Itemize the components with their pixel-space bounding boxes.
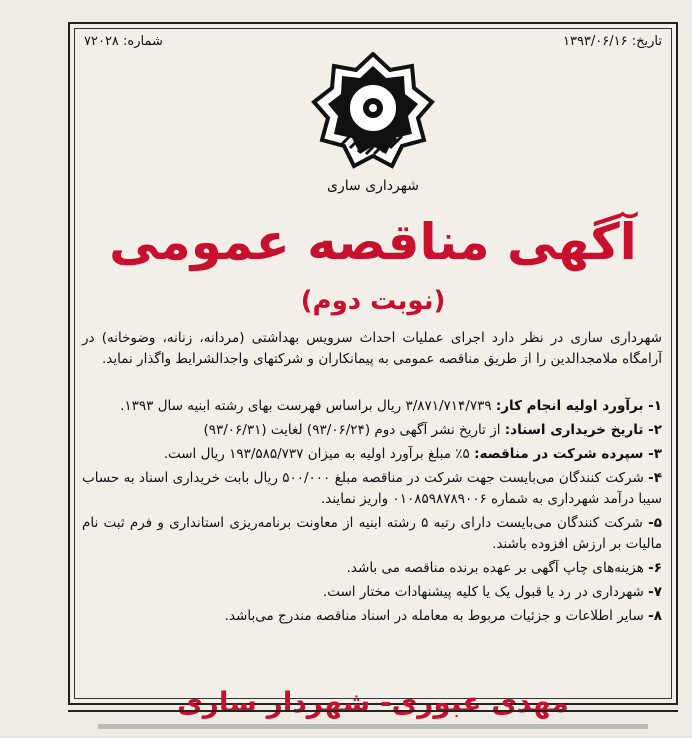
municipality-logo <box>308 52 438 202</box>
logo-emblem-icon <box>308 52 438 178</box>
notice-item <box>82 558 662 579</box>
item-text: ۵٪ مبلغ برآورد اولیه به میزان ۱۹۳/۵۸۵/۷۳۷ ریال است. <box>163 446 475 462</box>
notice-item <box>82 468 662 510</box>
notice-item <box>82 420 662 441</box>
notice-title: آگهی مناقصه عمومی <box>109 213 637 271</box>
item-text: شرکت کنندگان می‌بایست جهت شرکت در مناقصه مبلغ ۵۰۰/۰۰۰ ریال بابت خریداری اسناد به حساب سیبا درآمد شهرداری به شماره ۰۱۰۸۵۹۸۷۸۹۰۰۶ واریز نمایند. <box>82 470 662 507</box>
item-label: ۲- تاریخ خریداری اسناد: <box>504 422 662 438</box>
notice-item <box>82 606 662 627</box>
logo-caption: شهرداری ساری <box>327 178 419 194</box>
item-text: ۳/۸۷۱/۷۱۴/۷۳۹ ریال براساس فهرست بهای رشته ابنیه سال ۱۳۹۳. <box>120 398 496 414</box>
item-label: ۷- <box>648 584 662 600</box>
adjacent-ad-edge <box>68 710 678 738</box>
notice-signature: مهدی عبوری- شهردار ساری <box>177 686 569 719</box>
notice-item <box>82 513 662 555</box>
item-text: از تاریخ نشر آگهی دوم (۹۳/۰۶/۲۴) لغایت (۹۳/۰۶/۳۱) <box>203 422 505 438</box>
item-label: ۱- برآورد اولیه انجام کار: <box>495 398 662 414</box>
notice-subtitle: (نوبت دوم) <box>300 286 446 316</box>
tender-notice <box>68 22 678 719</box>
notice-intro: شهرداری ساری در نظر دارد اجرای عملیات احداث سرویس بهداشتی (مردانه، زنانه، وضوخانه) در آرامگاه ملامجدالدین را از طریق مناقصه عمومی به پیمانکاران و شرکتهای واجدالشرایط واگذار نماید. <box>82 330 662 367</box>
notice-item <box>82 396 662 417</box>
item-label: ۶- <box>648 560 662 576</box>
item-label: ۸- <box>648 608 662 624</box>
item-label: ۵- <box>648 515 662 531</box>
notice-date: تاریخ: ۱۳۹۳/۰۶/۱۶ <box>562 34 662 49</box>
notice-item <box>82 444 662 465</box>
notice-items <box>82 396 662 630</box>
item-text: شرکت کنندگان می‌بایست دارای رتبه ۵ رشته ابنیه از معاونت برنامه‌ریزی استانداری و فرم ثبت نام مالیات بر ارزش افزوده باشند. <box>82 515 662 552</box>
notice-item <box>82 582 662 603</box>
item-text: سایر اطلاعات و جزئیات مربوط به معامله در اسناد مناقصه مندرج می‌باشد. <box>224 608 649 624</box>
item-text: شهرداری در رد یا قبول یک یا کلیه پیشنهادات مختار است. <box>322 584 649 600</box>
adjacent-ad-text-strip <box>98 724 648 729</box>
item-text: هزینه‌های چاپ آگهی بر عهده برنده مناقصه می باشد. <box>346 560 649 576</box>
item-label: ۴- <box>648 470 662 486</box>
notice-number: شماره: ۷۲۰۲۸ <box>84 34 163 49</box>
item-label: ۳- سپرده شرکت در مناقصه: <box>474 446 662 462</box>
